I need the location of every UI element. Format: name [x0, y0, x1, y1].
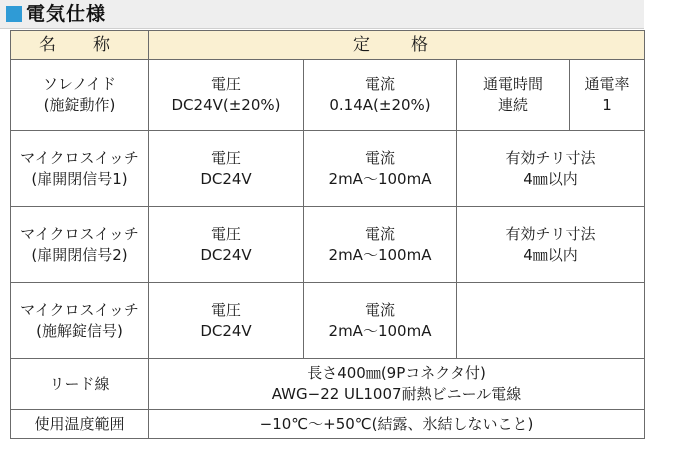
row-name-cell: リード線 — [11, 359, 149, 410]
current-cell: 電流 2mA～100mA — [304, 131, 457, 207]
duty-rate-cell: 通電率 1 — [570, 60, 645, 131]
electrical-spec-table — [10, 30, 645, 439]
gap-size-cell: 有効チリ寸法 4㎜以内 — [457, 207, 645, 283]
table-row-lead-wire — [11, 359, 645, 410]
voltage-cell: 電圧 DC24V — [149, 207, 304, 283]
lead-spec-cell: 長さ400㎜(9Pコネクタ付) AWG−22 UL1007耐熱ビニール電線 — [149, 359, 645, 410]
voltage-cell: 電圧 DC24V — [149, 131, 304, 207]
row-name-cell: マイクロスイッチ (施解錠信号) — [11, 283, 149, 359]
table-row-solenoid — [11, 60, 645, 131]
table-row-microswitch-3 — [11, 283, 645, 359]
table-row-microswitch-1 — [11, 131, 645, 207]
section-title-bar — [0, 0, 644, 29]
voltage-cell: 電圧 DC24V(±20%) — [149, 60, 304, 131]
title-marker-square-icon — [6, 6, 22, 22]
row-name-cell: 使用温度範囲 — [11, 410, 149, 439]
current-cell: 電流 2mA～100mA — [304, 207, 457, 283]
header-rating: 定 格 — [149, 31, 645, 60]
row-name-cell: マイクロスイッチ (扉開閉信号2) — [11, 207, 149, 283]
table-header-row — [11, 31, 645, 60]
row-name-cell: マイクロスイッチ (扉開閉信号1) — [11, 131, 149, 207]
table-row-microswitch-2 — [11, 207, 645, 283]
header-name: 名 称 — [11, 31, 149, 60]
current-cell: 電流 0.14A(±20%) — [304, 60, 457, 131]
current-cell: 電流 2mA～100mA — [304, 283, 457, 359]
row-name-cell: ソレノイド (施錠動作) — [11, 60, 149, 131]
section-title: 電気仕様 — [26, 3, 107, 25]
temperature-spec-cell: −10℃～+50℃(結露、氷結しないこと) — [149, 410, 645, 439]
empty-cell — [457, 283, 645, 359]
gap-size-cell: 有効チリ寸法 4㎜以内 — [457, 131, 645, 207]
energize-time-cell: 通電時間 連続 — [457, 60, 570, 131]
table-row-operating-temperature — [11, 410, 645, 439]
voltage-cell: 電圧 DC24V — [149, 283, 304, 359]
